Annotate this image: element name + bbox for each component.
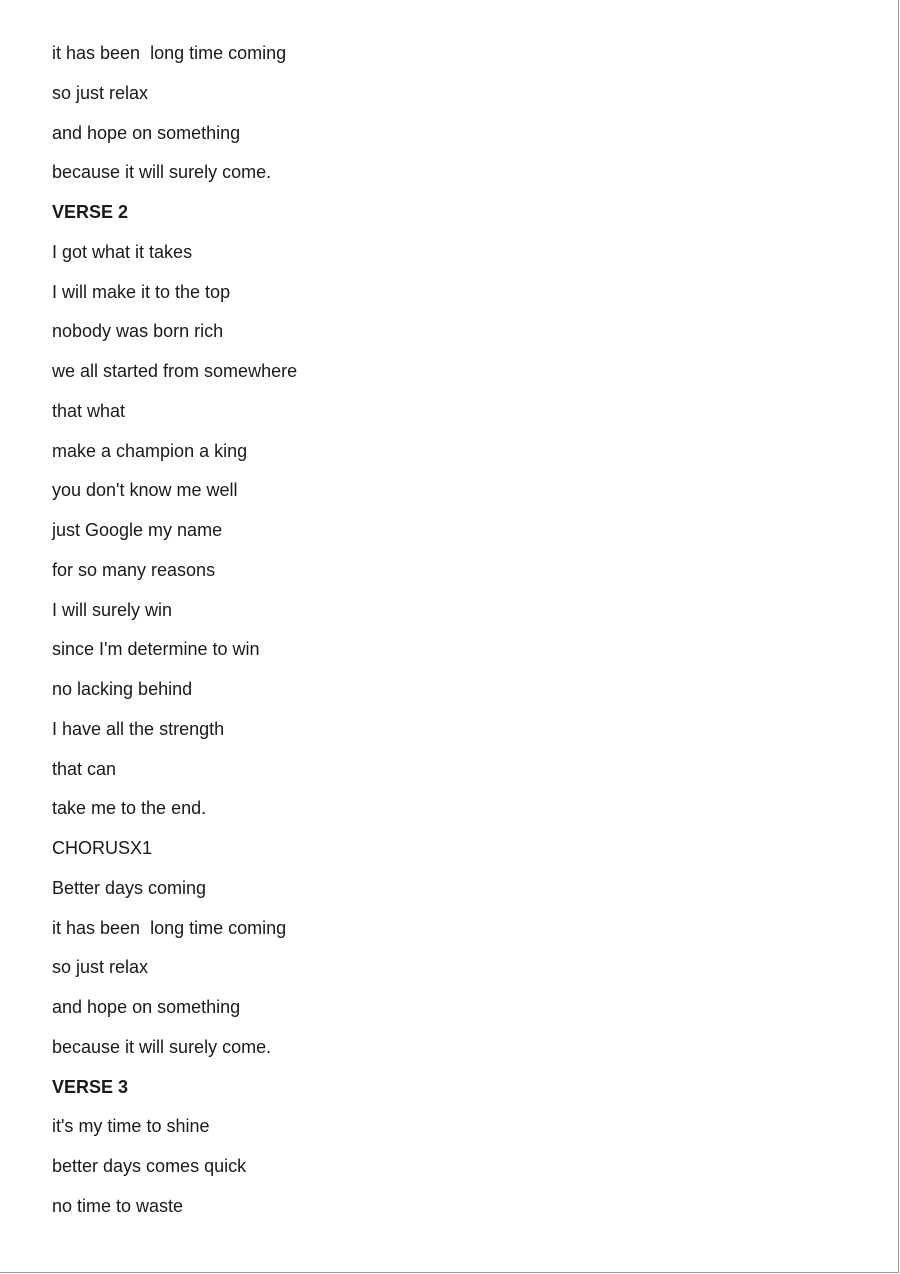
- lyric-line: since I'm determine to win: [52, 639, 260, 660]
- lyric-line: I will surely win: [52, 599, 173, 620]
- lyric-line: you don't know me well: [52, 480, 238, 501]
- lyric-line: Better days coming: [52, 877, 207, 898]
- lyric-line: so just relax: [52, 82, 149, 103]
- lyric-line: no lacking behind: [52, 679, 193, 699]
- lyric-line: nobody was born rich: [52, 321, 224, 342]
- lyric-line: take me to the end.: [52, 798, 207, 819]
- lyric-line: CHORUSX1: [52, 838, 153, 858]
- lyric-line: that can: [52, 758, 117, 779]
- lyric-line: so just relax: [52, 957, 149, 978]
- lyric-line: better days comes quick: [52, 1156, 247, 1176]
- lyric-line: because it will surely come.: [52, 162, 272, 183]
- lyric-line: I have all the strength: [52, 718, 225, 739]
- lyric-line: it has been long time coming: [52, 43, 287, 63]
- lyric-line: make a champion a king: [52, 440, 248, 461]
- lyric-line: no time to waste: [52, 1195, 184, 1216]
- lyric-line: it's my time to shine: [52, 1116, 210, 1137]
- lyric-line: I will make it to the top: [52, 281, 231, 302]
- lyric-line: for so many reasons: [52, 559, 216, 580]
- lyric-line: and hope on something: [52, 997, 241, 1017]
- lyric-line: I got what it takes: [52, 241, 193, 262]
- lyric-line: because it will surely come.: [52, 1036, 272, 1057]
- section-heading: VERSE 3: [52, 1076, 129, 1097]
- lyrics-text: [52, 34, 297, 1227]
- lyric-line: just Google my name: [52, 520, 223, 540]
- section-heading: VERSE 2: [52, 202, 129, 222]
- lyric-line: we all started from somewhere: [52, 361, 298, 381]
- lyric-line: it has been long time coming: [52, 917, 287, 938]
- lyric-line: that what: [52, 400, 126, 421]
- lyric-line: and hope on something: [52, 122, 241, 143]
